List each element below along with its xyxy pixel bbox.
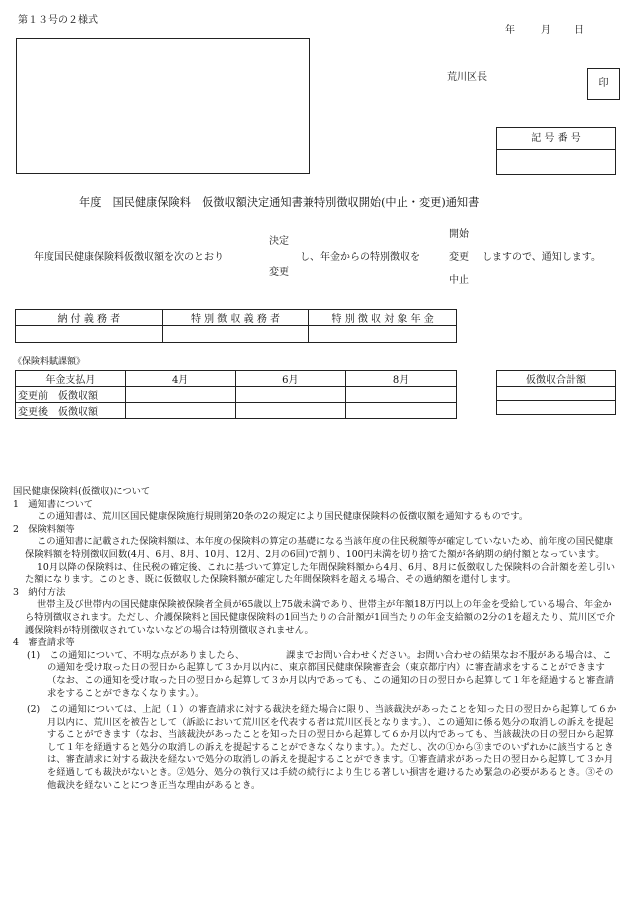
option-henkou-collection: 変更 [449,252,469,263]
option-kettei: 決定 [269,236,289,247]
pension-month-header: 年金支払月 [16,371,126,387]
date-month-label: 月 [541,25,551,36]
total-table [496,370,616,415]
month-header-august: 8月 [346,371,457,387]
section-2-paragraph-1: この通知書に記載された保険料額は、本年度の保険料の算定の基礎になる当該年度の住民税額等が確定していないため、前年度の国民健康保険料額を特別徴収回数(4月、6月、8月、10月、12月、2月の6回)で割り、100円未満を切り捨てた額が各納期の納付額となっています。 [25,536,614,560]
issuer-name: 荒川区長 [447,72,487,83]
section-2-paragraph-2: 10月以降の保険料は、住民税の確定後、これに基づいて算定した年間保険料額から4月、6月、8月に仮徴収した保険料の合計額を差し引いた額になります。このとき、既に仮徴収した保険料額が確定した年間保険料を超える場合、その過納額を還付します。 [25,561,616,586]
month-header-june: 6月 [235,371,346,387]
parties-table [15,309,457,343]
section-3-title: 3 納付方法 [13,586,66,598]
seal-label: 印 [598,78,609,89]
after-june-cell [235,403,346,419]
total-header: 仮徴収合計額 [497,371,616,387]
section-3-body: 世帯主及び世帯内の国民健康保険被保険者全員が65歳以上75歳未満であり、世帯主が年額18万円以上の年金を受給している場合、年金から特別徴収されます。ただし、介護保険料と国民健康保険料の1回当たりの合計額が1回当たりの年金支給額の2分の1を超えたり、荒川区で介護保険料が特別徴収されていないなどの場合は特別徴収されません。 [25,599,616,636]
section-1-title: 1 通知書について [13,498,94,510]
target-pension-cell [309,326,457,343]
before-april-cell [125,387,235,403]
section-1-body [13,511,617,524]
premium-section-label: 《保険料賦課額》 [13,357,86,367]
header-special-collector: 特 別 徴 収 義 務 者 [162,310,309,326]
form-number: 第１３号の２様式 [18,15,98,26]
total-before-cell [497,387,616,401]
special-collector-cell [162,326,309,343]
premium-table [15,370,457,419]
row-label-after: 変更後 仮徴収額 [16,403,126,419]
record-number-label: 記 号 番 号 [497,128,615,150]
after-august-cell [346,403,457,419]
explanation-section [13,486,617,792]
total-after-cell [497,401,616,415]
date-year-label: 年 [505,25,515,36]
section-4-item-1: (1) この通知について、不明な点がありましたら、 課までお問い合わせください。お問い合わせの結果なお不服がある場合は、この通知を受け取った日の翌日から起算して３か月以内に、東京都国民健康保険審査会（東京都庁内）に審査請求をすることができます（なお、この通知を受け取った日の翌日から起算して３か月以内であっても、この通知の日の翌日から起算して１年を経過すると審査請求をすることができなくなります。）。 [27,649,615,699]
section-4-item-2: (2) この通知については、上記（１）の審査請求に対する裁決を経た場合に限り、当該裁決があったことを知った日の翌日から起算して６か月以内に、荒川区を被告として（訴訟において荒川区を代表する者は荒川区長となります。）、この通知に係る処分の取消しの訴えを提起することができます（なお、当該裁決があったことを知った日の翌日から起算して６か月以内であっても、当該裁決の日の翌日から起算して１年を経過すると処分の取消しの訴えを提起することができなくなります。）。ただし、次の①から③までのいずれかに該当するときは、審査請求に対する裁決を経ないで処分の取消しの訴えを提起することができます。①審査請求があった日の翌日から起算して３か月を経過しても裁決がないとき。②処分、処分の執行又は手続の続行により生じる著しい損害を避けるため緊急の必要があるとき。③その他裁決を経ないことにつき正当な理由があるとき。 [27,704,617,791]
document-title: 年度 国民健康保険料 仮徴収額決定通知書兼特別徴収開始(中止・変更)通知書 [79,196,480,209]
header-payer: 納 付 義 務 者 [16,310,163,326]
header-target-pension: 特 別 徴 収 対 象 年 金 [309,310,457,326]
notice-lead: 年度国民健康保険料仮徴収額を次のとおり [34,252,224,263]
record-number-box [496,127,616,175]
before-june-cell [235,387,346,403]
payer-cell [16,326,163,343]
month-header-april: 4月 [125,371,235,387]
after-april-cell [125,403,235,419]
notice-mid: し、年金からの特別徴収を [300,252,420,263]
option-chushi: 中止 [449,275,469,286]
explanation-heading: 国民健康保険料(仮徴収)について [13,486,151,497]
option-henkou-amount: 変更 [269,267,289,278]
date-day-label: 日 [574,25,584,36]
section-2-title: 2 保険料額等 [13,523,75,535]
section-1-text: この通知書は、荒川区国民健康保険施行規則第20条の2の規定により国民健康保険料の仮徴収額を通知するものです。 [37,511,529,523]
address-window [16,38,310,174]
option-kaishi: 開始 [449,229,469,240]
section-4-title: 4 審査請求等 [13,637,75,649]
before-august-cell [346,387,457,403]
seal-box [587,68,620,100]
notice-tail: しますので、通知します。 [482,252,601,263]
row-label-before: 変更前 仮徴収額 [16,387,126,403]
